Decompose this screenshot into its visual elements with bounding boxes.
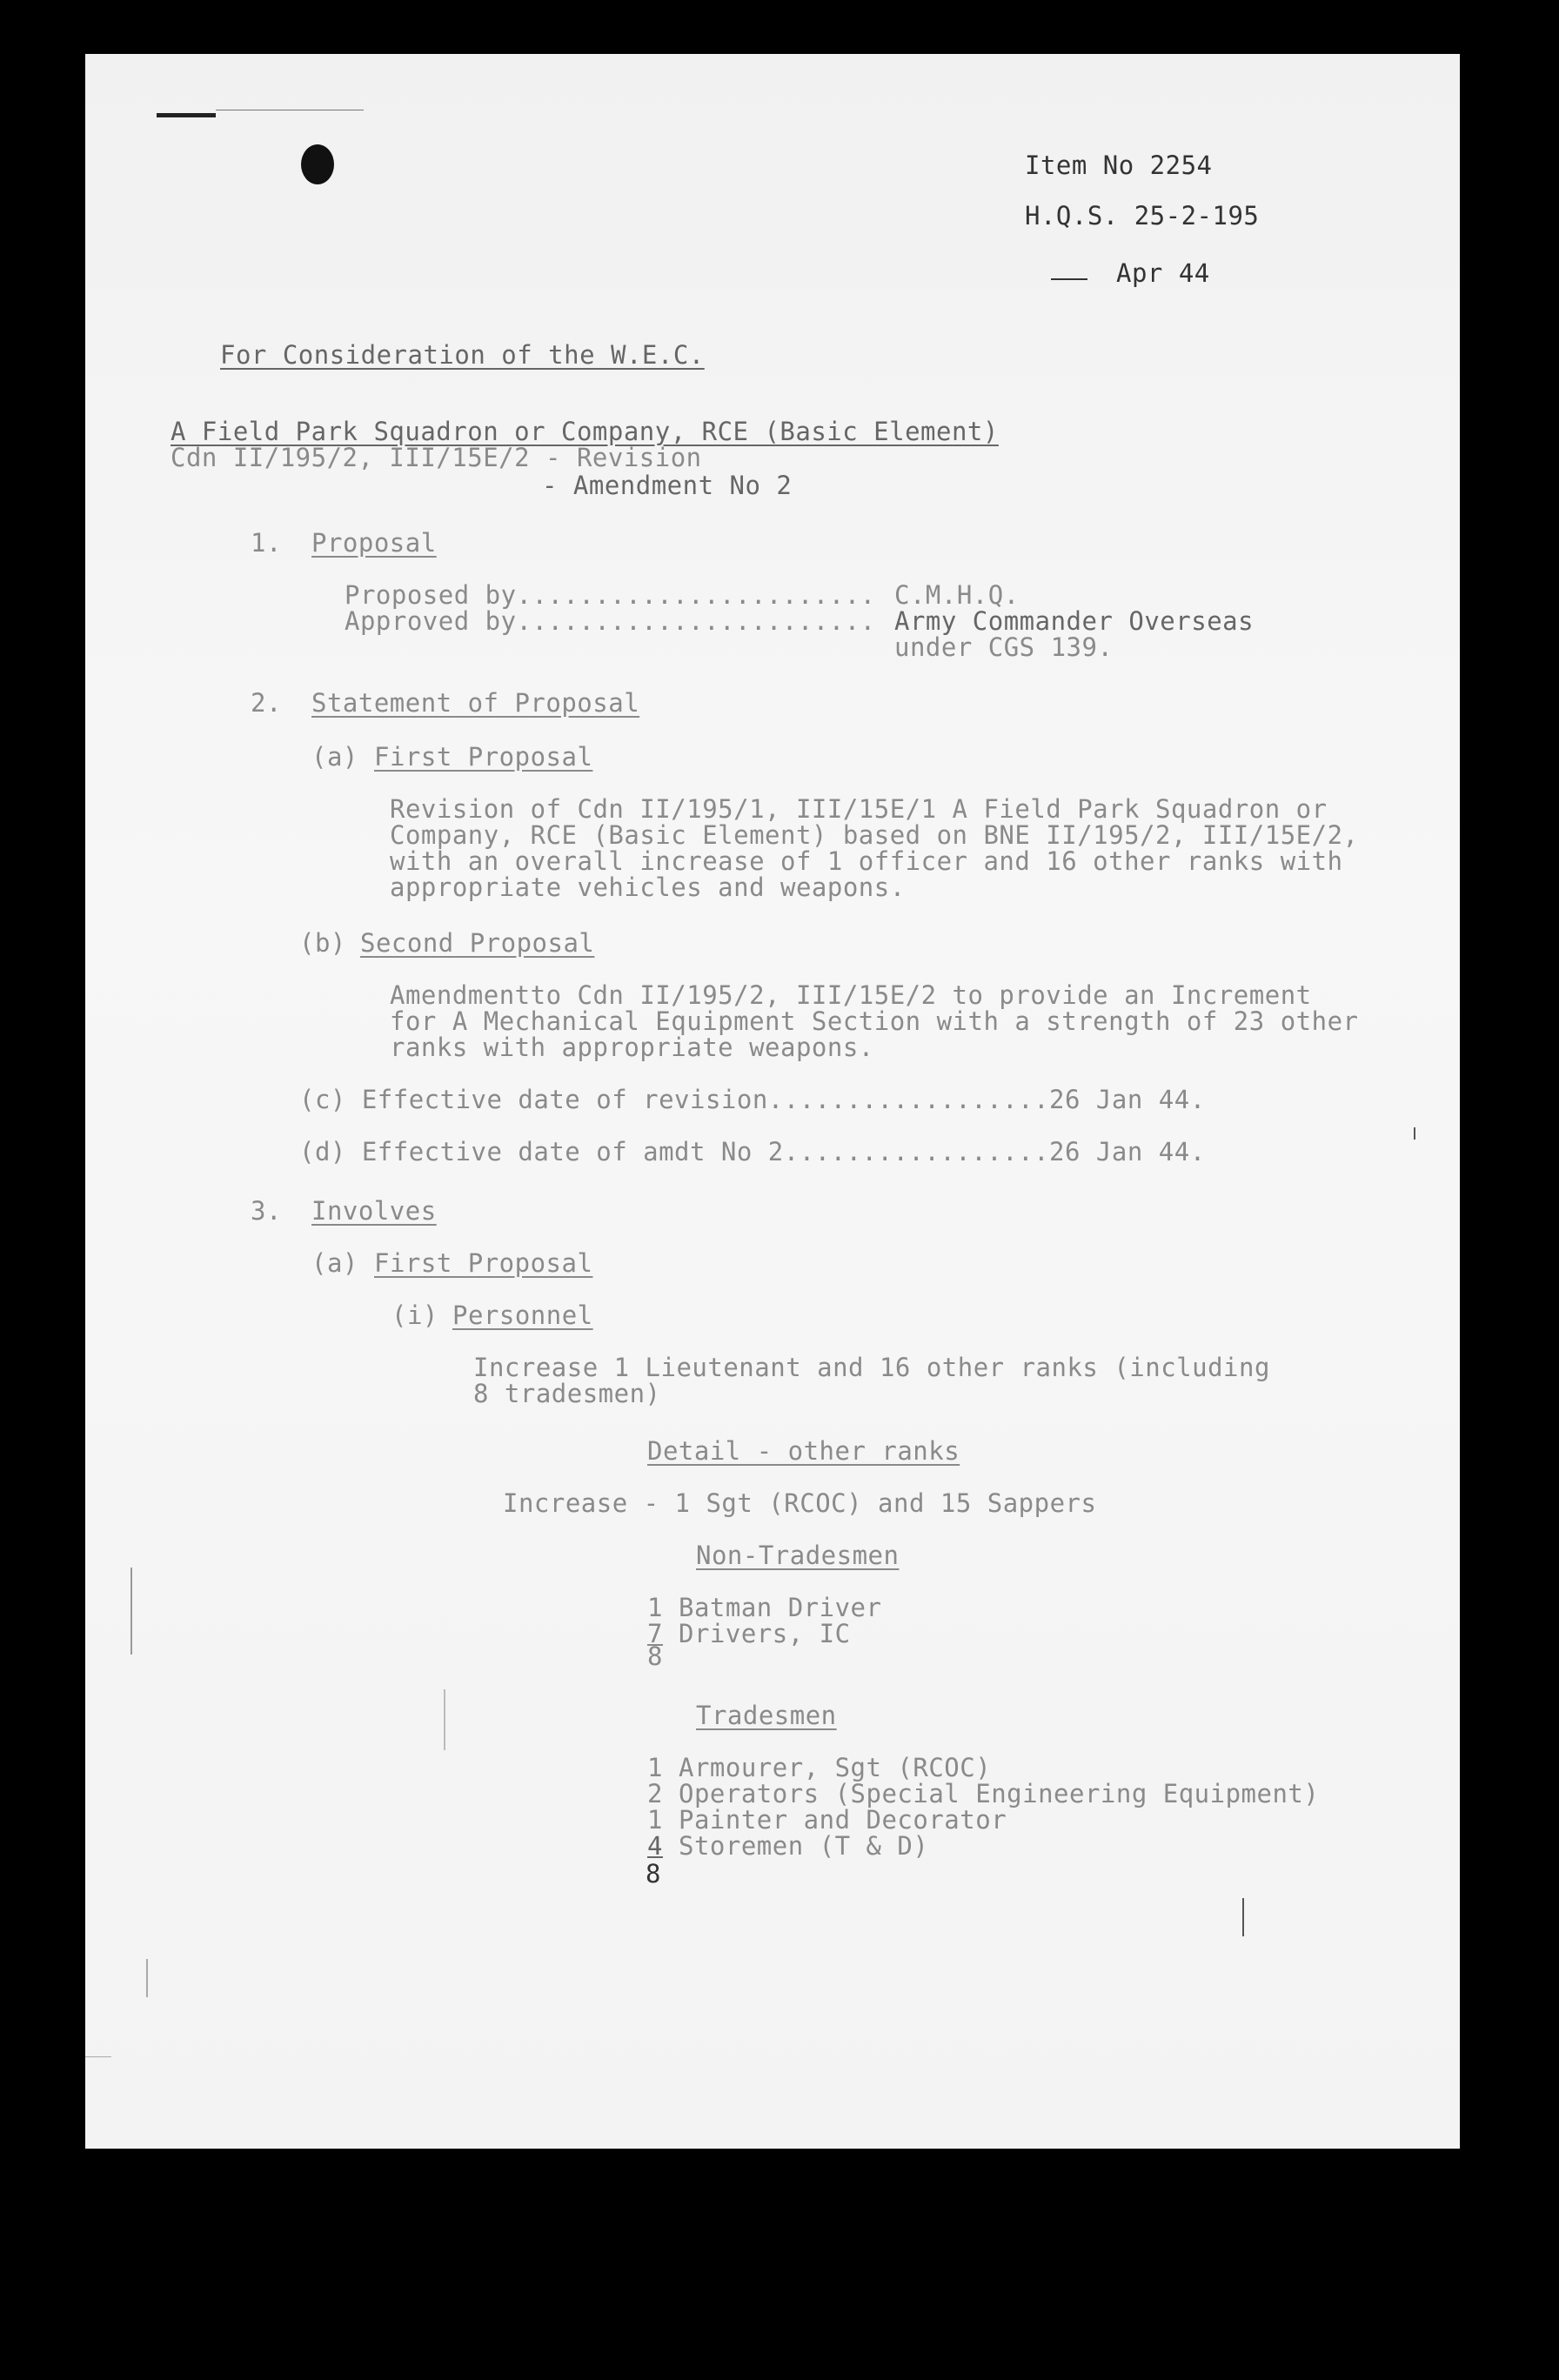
scan-mark-middle bbox=[444, 1689, 445, 1750]
approved-by-value: Army Commander Overseas bbox=[894, 606, 1255, 636]
effective-date-revision: (c) Effective date of revision..................26 Jan 44. bbox=[299, 1085, 1206, 1114]
tradesman-role-1: Armourer, Sgt (RCOC) bbox=[679, 1753, 992, 1782]
proposed-by-label: Proposed by....................... bbox=[345, 580, 876, 610]
top-left-ink-mark bbox=[157, 113, 216, 117]
approved-by-label: Approved by....................... bbox=[345, 606, 876, 636]
tradesman-qty-2: 2 bbox=[647, 1779, 663, 1808]
section-1-number: 1. bbox=[251, 528, 282, 558]
tradesman-role-2: Operators (Special Engineering Equipment) bbox=[679, 1779, 1320, 1808]
section-2a-heading: First Proposal bbox=[374, 742, 593, 772]
section-2b-text-2: for A Mechanical Equipment Section with a strength of 23 other bbox=[390, 1006, 1359, 1036]
tradesmen-heading: Tradesmen bbox=[696, 1701, 837, 1730]
section-2a-text-2: Company, RCE (Basic Element) based on BNE II/195/2, III/15E/2, bbox=[390, 820, 1359, 850]
scan-mark-lower-left bbox=[146, 1959, 148, 1997]
tradesman-qty-3: 1 bbox=[647, 1805, 663, 1835]
punch-hole bbox=[301, 144, 334, 184]
document-date: Apr 44 bbox=[1116, 258, 1210, 288]
section-2a-text-4: appropriate vehicles and weapons. bbox=[390, 872, 906, 902]
non-tradesman-role-1: Batman Driver bbox=[679, 1593, 882, 1622]
section-2a-label: (a) bbox=[311, 742, 358, 772]
section-3ai-label: (i) bbox=[391, 1300, 438, 1330]
section-3a-heading: First Proposal bbox=[374, 1248, 593, 1278]
personnel-text-2: 8 tradesmen) bbox=[473, 1379, 661, 1408]
section-2b-heading: Second Proposal bbox=[360, 928, 595, 958]
tradesman-role-3: Painter and Decorator bbox=[679, 1805, 1007, 1835]
tradesman-qty-4: 4 bbox=[647, 1831, 663, 1861]
tradesman-role-4: Storemen (T & D) bbox=[679, 1831, 929, 1861]
section-1-heading: Proposal bbox=[311, 528, 437, 558]
tradesman-qty-1: 1 bbox=[647, 1753, 663, 1782]
section-2b-text-3: ranks with appropriate weapons. bbox=[390, 1033, 874, 1062]
scan-mark-left bbox=[130, 1568, 132, 1655]
non-tradesmen-total: 8 bbox=[647, 1641, 663, 1671]
non-tradesman-qty-2: 7 bbox=[647, 1619, 663, 1648]
section-3a-label: (a) bbox=[311, 1248, 358, 1278]
item-number: Item No 2254 bbox=[1025, 150, 1213, 180]
title-line-1: A Field Park Squadron or Company, RCE (Basic Element) bbox=[171, 417, 999, 446]
detail-text: Increase - 1 Sgt (RCOC) and 15 Sappers bbox=[503, 1488, 1097, 1518]
section-2a-text-1: Revision of Cdn II/195/1, III/15E/1 A Field Park Squadron or bbox=[390, 794, 1328, 824]
section-2b-text-1: Amendmentto Cdn II/195/2, III/15E/2 to provide an Increment bbox=[390, 980, 1312, 1010]
scan-mark-right bbox=[1242, 1898, 1244, 1936]
section-2a-text-3: with an overall increase of 1 officer and 16 other ranks with bbox=[390, 846, 1343, 876]
section-3ai-heading: Personnel bbox=[452, 1300, 593, 1330]
approved-by-value-2: under CGS 139. bbox=[894, 632, 1114, 662]
consideration-heading: For Consideration of the W.E.C. bbox=[220, 340, 705, 370]
section-3-number: 3. bbox=[251, 1196, 282, 1226]
border-tick-right bbox=[1414, 1127, 1415, 1140]
date-day-mark bbox=[1051, 278, 1087, 280]
effective-date-amendment: (d) Effective date of amdt No 2.................26 Jan 44. bbox=[299, 1137, 1206, 1167]
detail-heading: Detail - other ranks bbox=[647, 1436, 960, 1466]
section-2b-label: (b) bbox=[299, 928, 346, 958]
title-line-2: Cdn II/195/2, III/15E/2 - Revision bbox=[171, 443, 702, 472]
proposed-by-value: C.M.H.Q. bbox=[894, 580, 1020, 610]
section-2-number: 2. bbox=[251, 688, 282, 718]
scan-mark-lower bbox=[85, 2056, 111, 2057]
personnel-text-1: Increase 1 Lieutenant and 16 other ranks (including bbox=[473, 1353, 1270, 1382]
section-2-heading: Statement of Proposal bbox=[311, 688, 640, 718]
section-3-heading: Involves bbox=[311, 1196, 437, 1226]
non-tradesman-role-2: Drivers, IC bbox=[679, 1619, 851, 1648]
file-reference: H.Q.S. 25-2-195 bbox=[1025, 201, 1260, 231]
non-tradesman-qty-1: 1 bbox=[647, 1593, 663, 1622]
document-page bbox=[85, 54, 1460, 2149]
tradesmen-total: 8 bbox=[646, 1859, 661, 1889]
title-line-3: - Amendment No 2 bbox=[542, 471, 793, 500]
non-tradesmen-heading: Non-Tradesmen bbox=[696, 1541, 900, 1570]
